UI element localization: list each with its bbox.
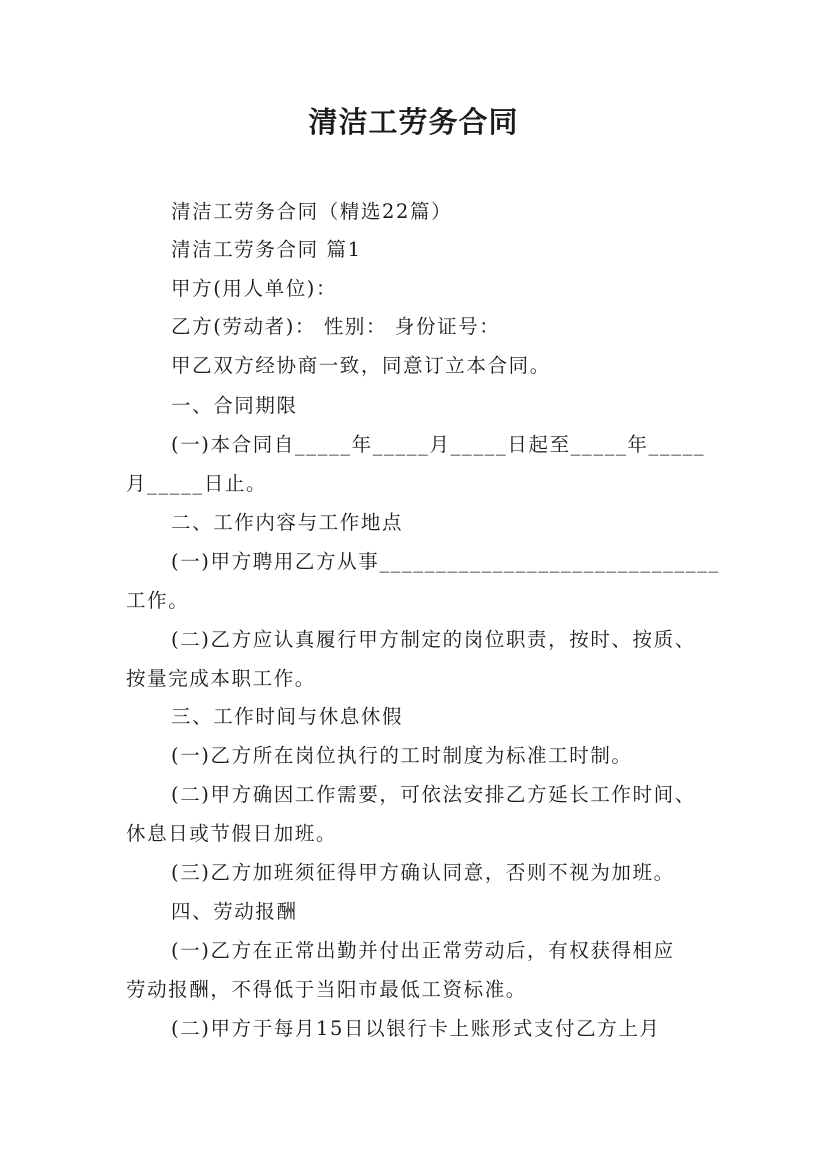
clause-line: (一)本合同自_____年_____月_____日起至_____年_____ bbox=[171, 433, 706, 456]
clause-line: 月_____日止。 bbox=[126, 472, 268, 495]
clause-line: 劳动报酬，不得低于当阳市最低工资标准。 bbox=[126, 978, 527, 1001]
clause-line: (一)乙方所在岗位执行的工时制度为标准工时制。 bbox=[171, 744, 633, 767]
party-b-line: 乙方(劳动者)： 性别： 身份证号： bbox=[171, 315, 501, 338]
section-heading-line: 清洁工劳务合同 篇1 bbox=[171, 238, 362, 261]
clause-line: (二)乙方应认真履行甲方制定的岗位职责，按时、按质、 bbox=[171, 628, 696, 651]
clause-line: 工作。 bbox=[126, 589, 190, 612]
clause-heading-work: 二、工作内容与工作地点 bbox=[171, 511, 404, 534]
agreement-line: 甲乙双方经协商一致，同意订立本合同。 bbox=[171, 354, 551, 377]
clause-line: (二)甲方于每月15日以银行卡上账形式支付乙方上月 bbox=[171, 1017, 661, 1040]
clause-heading-pay: 四、劳动报酬 bbox=[171, 900, 298, 923]
clause-line: 按量完成本职工作。 bbox=[126, 667, 316, 690]
clause-line: (三)乙方加班须征得甲方确认同意，否则不视为加班。 bbox=[171, 861, 675, 884]
party-a-line: 甲方(用人单位)： bbox=[171, 277, 338, 300]
clause-line: (一)乙方在正常出勤并付出正常劳动后，有权获得相应 bbox=[171, 939, 675, 962]
clause-heading-term: 一、合同期限 bbox=[171, 394, 298, 417]
clause-line: (一)甲方聘用乙方从事______________________________ bbox=[171, 550, 720, 573]
clause-line: (二)甲方确因工作需要，可依法安排乙方延长工作时间、 bbox=[171, 783, 696, 806]
clause-line: 休息日或节假日加班。 bbox=[126, 822, 338, 845]
clause-heading-hours: 三、工作时间与休息休假 bbox=[171, 705, 404, 728]
document-title: 清洁工劳务合同 bbox=[308, 105, 519, 139]
subtitle-line: 清洁工劳务合同（精选22篇） bbox=[171, 200, 453, 223]
